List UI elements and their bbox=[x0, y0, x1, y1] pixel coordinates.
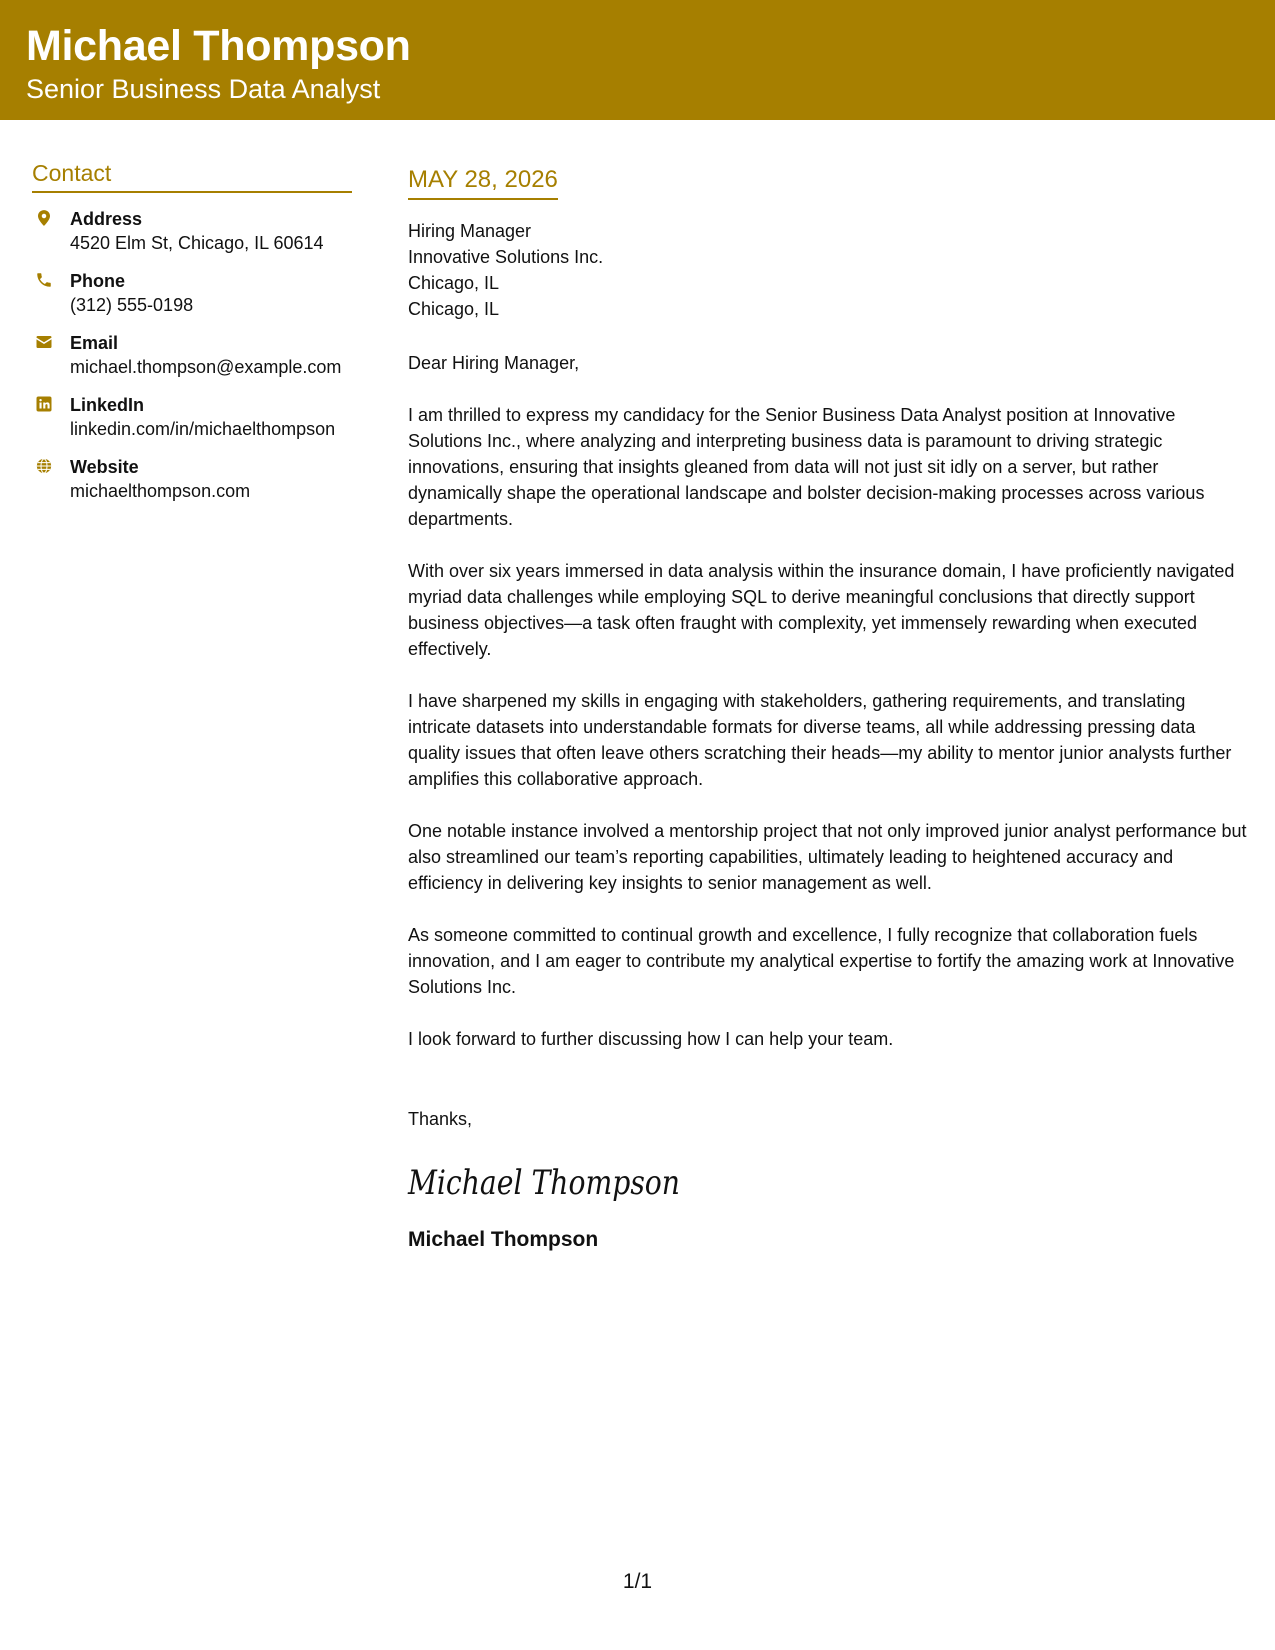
contact-label: Phone bbox=[70, 271, 126, 291]
recipient-line: Innovative Solutions Inc. bbox=[408, 247, 604, 267]
recipient-block bbox=[408, 218, 1248, 322]
contact-item-email bbox=[32, 331, 352, 379]
recipient-line: Hiring Manager bbox=[408, 221, 532, 241]
phone-icon bbox=[34, 270, 54, 290]
recipient-line: Chicago, IL bbox=[408, 273, 500, 293]
closing: Thanks, bbox=[408, 1109, 473, 1129]
letter-paragraph: One notable instance involved a mentorship project that not only improved junior analyst performance but also streamlined our team’s reporting capabilities, ultimately leading to heightened accuracy and efficiency in delivering key insights to senior management as well. bbox=[408, 821, 1247, 893]
letter-body bbox=[408, 166, 1248, 1252]
contact-section-title: Contact bbox=[32, 160, 352, 193]
contact-label: LinkedIn bbox=[70, 395, 145, 415]
page-number: 1/1 bbox=[622, 1570, 653, 1593]
salutation: Dear Hiring Manager, bbox=[408, 353, 580, 373]
contact-label: Address bbox=[70, 209, 143, 229]
recipient-line: Chicago, IL bbox=[408, 299, 500, 319]
signed-name: Michael Thompson bbox=[408, 1228, 599, 1251]
applicant-name: Michael Thompson bbox=[26, 22, 411, 70]
letter-paragraph: I look forward to further discussing how I can help your team. bbox=[408, 1029, 894, 1049]
envelope-icon bbox=[34, 332, 54, 352]
contact-item-address bbox=[32, 207, 352, 255]
phone-value: (312) 555-0198 bbox=[70, 295, 194, 315]
linkedin-icon bbox=[34, 394, 54, 414]
letter-date: MAY 28, 2026 bbox=[408, 166, 558, 200]
contact-label: Email bbox=[70, 333, 119, 353]
applicant-title: Senior Business Data Analyst bbox=[26, 74, 381, 104]
email-value[interactable]: michael.thompson@example.com bbox=[70, 357, 342, 377]
address-value: 4520 Elm St, Chicago, IL 60614 bbox=[70, 233, 324, 253]
letter-paragraph: I am thrilled to express my candidacy for the Senior Business Data Analyst position at Innovative Solutions Inc., where analyzing and interpreting business data is paramount to driving strategic innovations, ensuring that insights gleaned from data will not just sit idly on a server, but rather dynamically shape the operational landscape and bolster decision-making processes across various departments. bbox=[408, 405, 1205, 529]
contact-sidebar bbox=[32, 160, 352, 517]
website-value[interactable]: michaelthompson.com bbox=[70, 481, 251, 501]
handwritten-signature bbox=[407, 1160, 680, 1206]
letter-paragraph: With over six years immersed in data analysis within the insurance domain, I have proficiently navigated myriad data challenges while employing SQL to derive meaningful conclusions that directly support business objectives—a task often fraught with complexity, yet immensely rewarding when executed effectively. bbox=[408, 561, 1235, 659]
contact-item-website bbox=[32, 455, 352, 503]
contact-item-linkedin bbox=[32, 393, 352, 441]
globe-icon bbox=[34, 456, 54, 476]
letter-paragraph: As someone committed to continual growth and excellence, I fully recognize that collaboration fuels innovation, and I am eager to contribute my analytical expertise to fortify the amazing work at Innovative Solutions Inc. bbox=[408, 925, 1235, 997]
contact-label: Website bbox=[70, 457, 139, 477]
contact-item-phone bbox=[32, 269, 352, 317]
signature-text: Michael Thompson bbox=[407, 1163, 680, 1203]
map-pin-icon bbox=[34, 208, 54, 228]
linkedin-value[interactable]: linkedin.com/in/michaelthompson bbox=[70, 419, 336, 439]
letter-paragraph: I have sharpened my skills in engaging with stakeholders, gathering requirements, and translating intricate datasets into understandable formats for diverse teams, all while addressing pressing data quality issues that often leave others scratching their heads—my ability to mentor junior analysts further amplifies this collaborative approach. bbox=[408, 691, 1232, 789]
header-banner bbox=[0, 0, 1275, 120]
